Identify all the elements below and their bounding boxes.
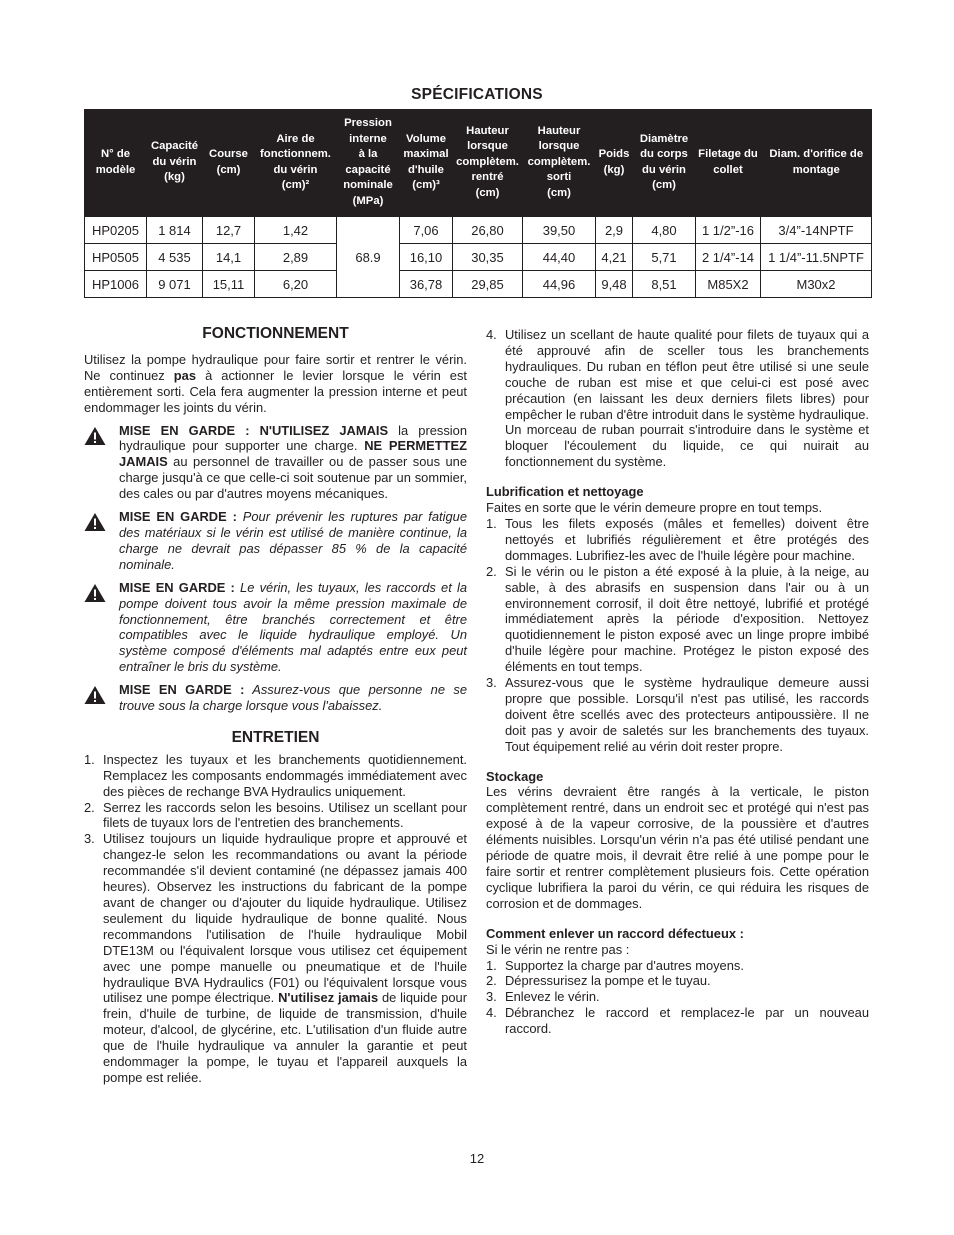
spec-column-header: Pression interne à la capacité nominale (MPa)	[337, 109, 400, 217]
list-item: 3. Assurez-vous que le système hydraulique demeure aussi propre que possible. Lorsqu'il n'est pas utilisé, les raccords doivent être scellés avec des protecteurs antipoussière. Il ne doit pas y avoir de saletés sur les branchements des tuyaux. Tout équipement relié au vérin doit rester propre.	[486, 675, 869, 754]
lubrification-intro: Faites en sorte que le vérin demeure propre en tout temps.	[486, 500, 823, 516]
stockage-text: Les vérins devraient être rangés à la verticale, le piston complètement rentré, dans un endroit sec et protégé qui n'est pas exposé à de la vapeur corrosive, de la poussière et d'autres éléments nuisibles. Lorsqu'un vérin n'a pas été utilisé pendant une période de quatre mois, il devrait être relié à une pompe pour le faire sortir et rentrer complètement plusieurs fois. Cette opération cyclique lubrifiera la paroi du vérin, ce qui réduira les risques de corrosion et de dommages.	[486, 784, 869, 911]
spec-column-header: Diam. d'orifice de montage	[761, 109, 872, 217]
table-cell: HP0505	[85, 244, 147, 271]
list-item: 1. Supportez la charge par d'autres moyens.	[486, 957, 744, 973]
warning-1: MISE EN GARDE : N'UTILISEZ JAMAIS la pression hydraulique pour supporter une charge. NE PERMETTEZ JAMAIS au personnel de travailler ou de passer sous une charge jusqu'à ce que celle-ci soit soutenue par un sommier, des cales ou par d'autres moyens mécaniques.	[84, 423, 467, 503]
table-cell: 30,35	[453, 244, 523, 271]
raccord-intro: Si le vérin ne rentre pas :	[486, 941, 630, 957]
spec-column-header: Aire de fonctionnem. du vérin (cm)²	[255, 109, 337, 217]
table-cell: 1 814	[147, 217, 203, 244]
table-row	[85, 217, 872, 244]
list-item: 2. Serrez les raccords selon les besoins. Utilisez un scellant pour filets de tuyaux lors de l'entretien des branchements.	[84, 799, 467, 831]
warning-4: MISE EN GARDE : Assurez-vous que personne ne se trouve sous la charge lorsque vous l'abaissez.	[84, 682, 467, 714]
table-cell: 3/4”-14NPTF	[761, 217, 872, 244]
raccord-list	[486, 958, 869, 1038]
list-item: 1. Tous les filets exposés (mâles et femelles) doivent être nettoyés et lubrifiés régulièrement et être protégés des dommages. Lubrifiez-les avec de l'huile légère pour machine.	[486, 515, 869, 563]
table-cell: 7,06	[400, 217, 453, 244]
table-row	[85, 244, 872, 271]
table-cell: 4,80	[633, 217, 696, 244]
lubrification-list	[486, 516, 869, 755]
entretien-list	[84, 752, 467, 1086]
raccord-title: Comment enlever un raccord défectueux :	[486, 925, 744, 941]
fonctionnement-title: FONCTIONNEMENT	[202, 325, 349, 342]
lubrification-title: Lubrification et nettoyage	[486, 484, 644, 500]
table-cell: 29,85	[453, 271, 523, 298]
table-cell: 1 1/4”-11.5NPTF	[761, 244, 872, 271]
table-cell: M30x2	[761, 271, 872, 298]
table-row	[85, 271, 872, 298]
spec-column-header: Hauteur lorsque complètem. rentré (cm)	[453, 109, 523, 217]
list-item: 1. Inspectez les tuyaux et les branchements quotidiennement. Remplacez les composants endommagés immédiatement avec des pièces de rechange BVA Hydraulics uniquement.	[84, 751, 467, 799]
table-cell: 2,9	[596, 217, 633, 244]
table-cell: 4,21	[596, 244, 633, 271]
fonctionnement-intro: Utilisez la pompe hydraulique pour faire sortir et rentrer le vérin. Ne continuez pas à actionner le levier lorsque le vérin est entièrement sorti. Cela fera augmenter la pression interne et peut endommager les joints du vérin.	[84, 351, 468, 415]
table-cell: 6,20	[255, 271, 337, 298]
table-cell: 9,48	[596, 271, 633, 298]
entretien-title: ENTRETIEN	[231, 728, 320, 746]
spec-table	[84, 109, 872, 298]
list-item: 4. Débranchez le raccord et remplacez-le par un nouveau raccord.	[486, 1005, 869, 1037]
table-cell: 16,10	[400, 244, 453, 271]
list-item: 2. Si le vérin ou le piston a été exposé à la pluie, à la neige, au sable, à des abrasifs en suspension dans l'air ou à un environnement corrosif, il doit être nettoyé, lubrifié et protégé immédiatement après la période d'exposition. Nettoyez quotidiennement le piston exposé avec un linge propre imbibé d'huile légère pour machine. Protégez le piston exposé des éléments en tout temps.	[486, 563, 869, 675]
table-cell: 44,96	[523, 271, 596, 298]
table-cell: 2,89	[255, 244, 337, 271]
spec-column-header: Poids (kg)	[596, 109, 633, 217]
pressure-cell: 68.9	[337, 217, 400, 298]
spec-title: SPÉCIFICATIONS	[411, 86, 543, 103]
spec-column-header: Course (cm)	[203, 109, 255, 217]
left-column	[84, 326, 467, 1086]
list-item: 3. Utilisez toujours un liquide hydraulique propre et approuvé et changez-le selon les recommandations ou avant la période recommandée s'il devient contaminé (ne dépassez jamais 400 heures). Observez les instructions du fabricant de la pompe avant de changer ou d'ajouter du liquide hydraulique. Utilisez seulement du liquide hydraulique de bonne qualité. Nous recommandons l'utilisation de l'huile hydraulique Mobil DTE13M ou l'équivalent lorsque vous utilisez cet équipement avec une pompe manuelle ou pneumatique et de l'huile hydraulique BVA Hydraulics (F01) ou l'équivalent lorsque vous utilisez une pompe électrique. N'utilisez jamais de liquide pour frein, d'huile de turbine, de liquide de transmission, d'huile moteur, d'alcool, de glycérine, etc. L'utilisation d'un fluide autre que de l'huile hydraulique va annuler la garantie et peut endommager la pompe, le tuyau et l'appareil auxquels la pompe est reliée.	[84, 831, 467, 1085]
page-number: 12	[469, 1151, 485, 1166]
table-cell: 2 1/4”-14	[696, 244, 761, 271]
table-cell: 14,1	[203, 244, 255, 271]
table-cell: HP1006	[85, 271, 147, 298]
spec-column-header: Filetage du collet	[696, 109, 761, 217]
table-cell: 4 535	[147, 244, 203, 271]
table-cell: 1,42	[255, 217, 337, 244]
list-item: 3. Enlevez le vérin.	[486, 989, 600, 1005]
table-cell: 9 071	[147, 271, 203, 298]
list-item: 4. Utilisez un scellant de haute qualité pour filets de tuyaux qui a été approuvé afin de sceller tous les branchements hydrauliques. Du ruban en téflon peut être utilisé si une seule couche de ruban est mise et que celui-ci est posé avec précaution (en laissant les deux derniers filets libres) pour empêcher le ruban d'être introduit dans le système hydraulique. Un morceau de ruban pourrait s'introduire dans le système et bloquer l'écoulement du liquide, ce qui nuirait au fonctionnement du système.	[486, 327, 869, 470]
table-cell: HP0205	[85, 217, 147, 244]
table-cell: 5,71	[633, 244, 696, 271]
spec-column-header: Volume maximal d'huile (cm)³	[400, 109, 453, 217]
table-cell: 36,78	[400, 271, 453, 298]
spec-header-row	[85, 109, 872, 217]
table-cell: 12,7	[203, 217, 255, 244]
stockage-title: Stockage	[486, 768, 544, 784]
spec-column-header: Diamètre du corps du vérin (cm)	[633, 109, 696, 217]
table-cell: 1 1/2”-16	[696, 217, 761, 244]
warning-2: MISE EN GARDE : Pour prévenir les ruptures par fatigue des matériaux si le vérin est utilisé de manière continue, la charge ne devrait pas dépasser 85 % de la capacité nominale.	[84, 509, 467, 573]
table-cell: 39,50	[523, 217, 596, 244]
right-column	[486, 327, 869, 1037]
table-cell: 26,80	[453, 217, 523, 244]
entretien-list-continued	[486, 327, 869, 470]
warning-3: MISE EN GARDE : Le vérin, les tuyaux, les raccords et la pompe doivent tous avoir la même pression maximale de fonctionnement, être branchés correctement et être compatibles avec le liquide hydraulique employé. Un système composé d'éléments mal adaptés entre eux peut entraîner le bris du système.	[84, 580, 467, 675]
table-cell: 15,11	[203, 271, 255, 298]
spec-column-header: N° de modèle	[85, 109, 147, 217]
list-item: 2. Dépressurisez la pompe et le tuyau.	[486, 973, 711, 989]
spec-column-header: Hauteur lorsque complètem. sorti (cm)	[523, 109, 596, 217]
table-cell: 8,51	[633, 271, 696, 298]
table-cell: 44,40	[523, 244, 596, 271]
table-cell: M85X2	[696, 271, 761, 298]
spec-column-header: Capacité du vérin (kg)	[147, 109, 203, 217]
